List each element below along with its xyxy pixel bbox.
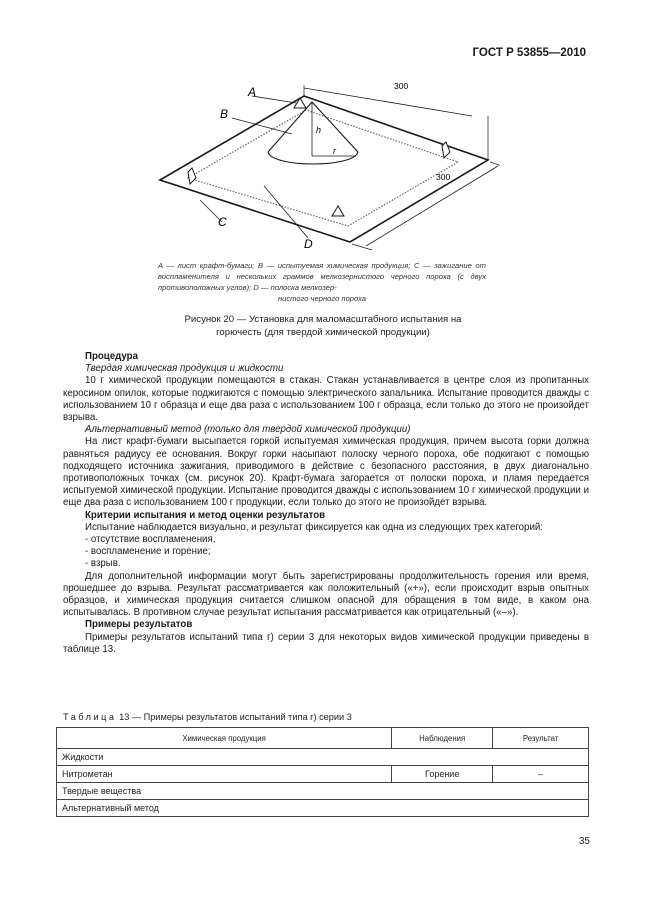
section-heading-examples: Примеры результатов bbox=[85, 619, 193, 631]
results-table bbox=[56, 727, 589, 817]
list-item: - отсутствие воспламенения, bbox=[85, 534, 216, 546]
legend-line: нистого черного пороха bbox=[277, 294, 367, 303]
table-row bbox=[57, 766, 589, 783]
dimension-top: 300 bbox=[394, 81, 409, 91]
dimension-right: 300 bbox=[436, 172, 451, 182]
paragraph: Для дополнительной информации могут быть зарегистрированы продолжительность горения или время, прошедшее до взрыва. Результат рассматривается как положительный («+»), если происходит взрыв опытных образцов, и химическая продукция считается слишком опасной для обращения в том виде, в каком она испытывалась. В противном случае результат испытания рассматривается как отрицательный («–»). bbox=[63, 570, 589, 619]
test-setup-figure bbox=[140, 76, 500, 254]
label-d: D bbox=[304, 237, 313, 251]
table-cell: Нитрометан bbox=[57, 766, 392, 783]
list-item: - взрыв. bbox=[85, 558, 121, 570]
header-cell-observations: Наблюдения bbox=[392, 728, 493, 749]
table-cell: – bbox=[493, 766, 589, 783]
section-heading-criteria: Критерии испытания и метод оценки результатов bbox=[85, 509, 326, 521]
table-header-row bbox=[57, 728, 589, 749]
table-cell: Горение bbox=[392, 766, 493, 783]
label-a: A bbox=[248, 85, 257, 99]
subheading-solids-liquids: Твердая химическая продукция и жидкости bbox=[85, 363, 284, 375]
paragraph: Примеры результатов испытаний типа г) серии 3 для некоторых видов химической продукции приведены в таблице 13. bbox=[63, 631, 589, 655]
table-row bbox=[57, 800, 589, 817]
table-caption bbox=[63, 712, 352, 722]
table-cell: Альтернативный метод bbox=[57, 800, 589, 817]
standard-header: ГОСТ Р 53855—2010 bbox=[472, 47, 586, 59]
paragraph: Испытание наблюдается визуально, и результат фиксируется как одна из следующих трех категорий: bbox=[85, 521, 543, 533]
label-c: C bbox=[218, 215, 227, 229]
label-r: r bbox=[333, 146, 336, 156]
kraft-paper-sheet bbox=[160, 96, 488, 242]
label-h: h bbox=[316, 125, 322, 135]
header-cell-result: Результат bbox=[493, 728, 589, 749]
label-b: B bbox=[220, 107, 229, 121]
section-heading-procedure: Процедура bbox=[85, 351, 138, 362]
header-cell-substance: Химическая продукция bbox=[57, 728, 392, 749]
table-caption-prefix: Таблица bbox=[63, 712, 117, 722]
paragraph: На лист крафт-бумаги высыпается горкой испытуемая химическая продукция, причем высота горки должна равняться радиусу ее основания. Вокруг горки насыпают полоску черного пороха, обе подкигают с помощью подходящего источника зажигания, приводимого в действие с безопасного расстояния, в двух диагонально противоположных точках (см. рисунок 20). Крафт-бумага загорается от полоски пороха, и пламя передается испытуемой химической продукции. Испытание проводится дважды с использованием 10 г химической продукции и еще два раза с использованием 100 г продукции, если только до этого не произойдет взрыва. bbox=[63, 436, 589, 509]
table-caption-text: 13 — Примеры результатов испытаний типа г) серии 3 bbox=[116, 712, 352, 722]
page-number: 35 bbox=[578, 836, 590, 847]
caption-line: горючесть (для твердой химической продукции) bbox=[216, 326, 430, 338]
table-cell: Жидкости bbox=[57, 749, 589, 766]
black-powder-strip bbox=[188, 110, 458, 226]
caption-line: Рисунок 20 — Установка для маломасштабного испытания на bbox=[184, 314, 462, 325]
subheading-alternative-method: Альтернативный метод (только для твердой химической продукции) bbox=[85, 424, 411, 436]
figure-caption bbox=[160, 314, 486, 339]
legend-line: A — лист крафт-бумаги; B — испытуемая химическая продукция; C — зажигание от воспламенителя и нескольких граммов мелкозернистого черного пороха (с двух противоположных углов); D — полоска мелкозер- bbox=[158, 261, 486, 292]
table-row bbox=[57, 749, 589, 766]
table-cell: Твердые вещества bbox=[57, 783, 589, 800]
body-text bbox=[63, 351, 589, 656]
paragraph: 10 г химической продукции помещаются в стакан. Стакан устанавливается в центре слоя из пропитанных керосином опилок, которые поджигаются с помощью электрического запальника. Испытание проводится дважды с использованием 10 г образца и еще два раза с использованием 100 г образца, если только до этого не произойдет взрыва. bbox=[63, 375, 589, 424]
figure-legend bbox=[158, 260, 486, 304]
table-row bbox=[57, 783, 589, 800]
list-item: - воспламенение и горение; bbox=[85, 546, 211, 558]
